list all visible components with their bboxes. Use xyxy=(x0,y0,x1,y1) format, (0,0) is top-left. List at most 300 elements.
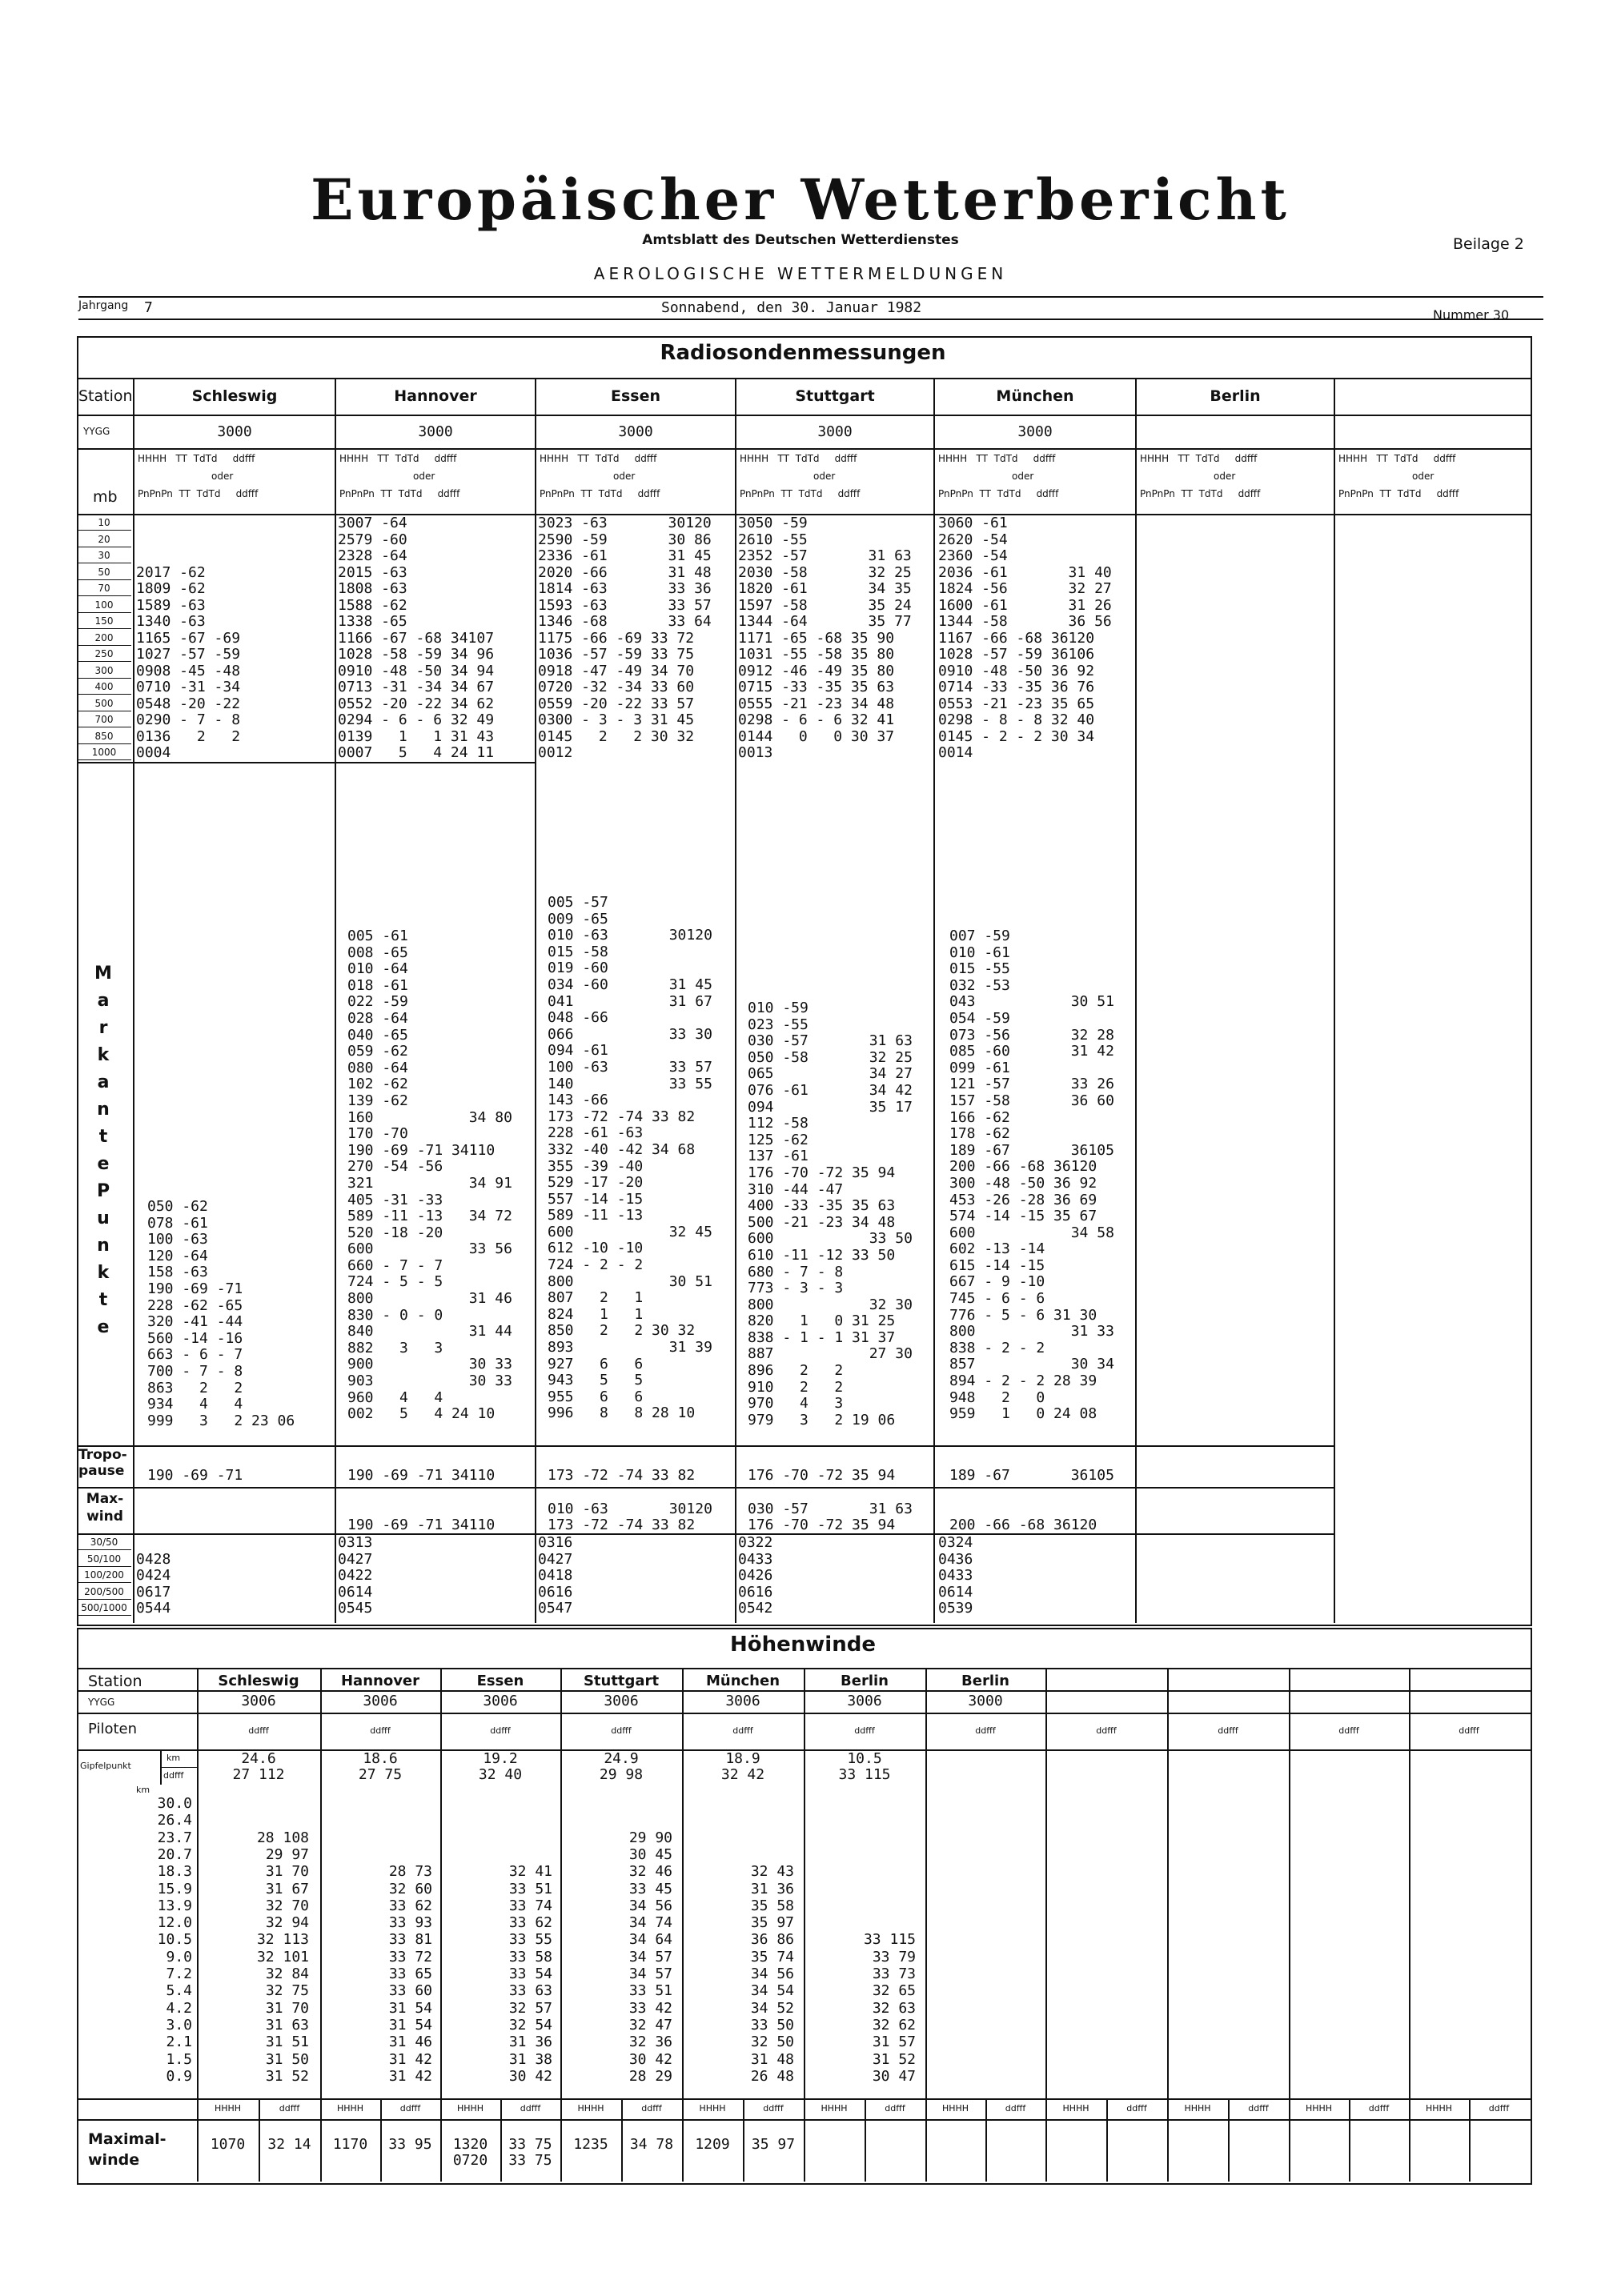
markante-letter: a xyxy=(97,1072,110,1092)
gipfel-km: 18.6 xyxy=(363,1750,398,1767)
mark-row: 999 3 2 23 06 xyxy=(147,1412,295,1429)
mark-row: 724 - 5 - 5 xyxy=(347,1273,443,1291)
winds-title: Höhenwinde xyxy=(730,1633,876,1657)
station-hannover: Hannover xyxy=(394,387,477,405)
std-row: 1028 -58 -59 34 96 xyxy=(338,646,495,663)
thickness-row: 0313 xyxy=(338,1534,373,1551)
mark-row: 005 -57 xyxy=(548,894,608,911)
mark-row: 300 -48 -50 36 92 xyxy=(949,1174,1097,1192)
pressure-level: 70 xyxy=(77,581,131,596)
thick-hannover xyxy=(338,1535,372,1617)
mark-row: 085 -60 31 42 xyxy=(949,1043,1114,1060)
thickness-row: 0539 xyxy=(938,1600,973,1617)
mark-row: 820 1 0 31 25 xyxy=(748,1312,896,1330)
wind-value: 33 73 xyxy=(872,1965,916,1982)
station-schleswig: Schleswig xyxy=(191,387,278,405)
mark-row: 500 -21 -23 34 48 xyxy=(748,1213,896,1231)
wind-value: 35 58 xyxy=(750,1897,794,1914)
std-row: 1588 -62 xyxy=(338,596,407,614)
wind-station: Berlin xyxy=(961,1673,1009,1689)
max-ddfff-head: ddfff xyxy=(399,2103,421,2114)
gipfel-ddfff-label: ddfff xyxy=(163,1770,184,1781)
mark-row: 773 - 3 - 3 xyxy=(748,1280,844,1297)
mark-row: 600 33 56 xyxy=(347,1240,512,1258)
mark-row: 955 6 6 xyxy=(548,1388,644,1405)
height-km: 15.9 xyxy=(157,1880,192,1897)
mark-row: 574 -14 -15 35 67 xyxy=(949,1208,1097,1225)
mark-row: 600 33 50 xyxy=(748,1230,913,1248)
mb-label: mb xyxy=(93,488,118,506)
max-ddfff: 32 14 xyxy=(267,2136,311,2153)
mark-row: 934 4 4 xyxy=(147,1396,243,1413)
wind-yygg: 3006 xyxy=(725,1693,760,1709)
mark-row: 160 34 80 xyxy=(347,1108,512,1126)
mark-row: 034 -60 31 45 xyxy=(548,976,712,993)
wind-value: 34 64 xyxy=(628,1931,672,1949)
wind-ddfff-head: ddfff xyxy=(1218,1725,1238,1736)
mark-row: 680 - 7 - 8 xyxy=(748,1263,844,1280)
max-hhhh: 1170 xyxy=(332,2136,368,2153)
mark-row: 520 -18 -20 xyxy=(347,1224,443,1241)
mark-row: 838 - 2 - 2 xyxy=(949,1339,1045,1356)
yygg-muenchen: 3000 xyxy=(1017,423,1053,440)
wind-value: 33 79 xyxy=(872,1948,916,1965)
wind-yygg: 3006 xyxy=(604,1693,639,1709)
std-row: 1036 -57 -59 33 75 xyxy=(538,646,695,663)
wind-value: 28 73 xyxy=(388,1863,432,1881)
mark-row: 887 27 30 xyxy=(748,1345,913,1363)
wind-value: 33 65 xyxy=(388,1965,432,1982)
mark-row: 059 -62 xyxy=(347,1043,408,1060)
jahrgang-value: 7 xyxy=(144,299,153,316)
markante-letter: P xyxy=(96,1181,110,1201)
max-ddfff-head: ddfff xyxy=(1368,2103,1390,2114)
pressure-level: 850 xyxy=(77,729,131,744)
max-hhhh-head: HHHH xyxy=(941,2103,969,2114)
std-row: 1175 -66 -69 33 72 xyxy=(538,629,695,647)
std-row: 2328 -64 xyxy=(338,547,407,564)
std-row: 2579 -60 xyxy=(338,531,407,548)
wind-value: 31 46 xyxy=(388,2034,432,2051)
std-row xyxy=(136,515,240,532)
pressure-level: 30 xyxy=(77,548,131,563)
yygg-stuttgart: 3000 xyxy=(817,423,853,440)
std-essen xyxy=(538,515,712,762)
mark-row: 970 4 3 xyxy=(748,1395,844,1412)
maxwind-stuttgart-1: 030 -57 31 63 xyxy=(748,1501,913,1517)
wind-value: 28 29 xyxy=(628,2067,672,2085)
wind-value: 30 47 xyxy=(872,2067,916,2085)
mark-row: 005 -61 xyxy=(347,928,408,944)
mark-row: 050 -62 xyxy=(147,1198,208,1215)
mark-row: 857 30 34 xyxy=(949,1356,1114,1373)
maxwind-muenchen: 200 -66 -68 36120 xyxy=(949,1517,1097,1533)
max-hhhh: 1320 xyxy=(452,2136,488,2153)
thick-essen xyxy=(538,1535,572,1617)
std-row: 0559 -20 -22 33 57 xyxy=(538,695,695,712)
col-head-bottom: PnPnPn TT TdTd ddfff xyxy=(938,488,1059,499)
mark-row: 800 31 33 xyxy=(949,1323,1114,1340)
mark-row: 948 2 0 xyxy=(949,1388,1045,1406)
mark-row: 600 32 45 xyxy=(548,1223,712,1240)
thickness-row: 0616 xyxy=(738,1583,773,1601)
pressure-level: 300 xyxy=(77,663,131,679)
markante-letter: k xyxy=(97,1263,110,1283)
wind-station: Hannover xyxy=(340,1673,420,1689)
wind-value: 33 60 xyxy=(388,1982,432,2000)
thickness-label: 100/200 xyxy=(77,1568,131,1583)
height-km: 1.5 xyxy=(166,2050,192,2068)
std-row: 0908 -45 -48 xyxy=(136,662,241,679)
max-hhhh-head: HHHH xyxy=(1184,2103,1211,2114)
mark-row: 610 -11 -12 33 50 xyxy=(748,1246,896,1264)
std-row: 0012 xyxy=(538,744,573,761)
mark-row: 023 -55 xyxy=(748,1016,809,1033)
mark-row: 140 33 55 xyxy=(548,1075,712,1092)
col-head-bottom: PnPnPn TT TdTd ddfff xyxy=(540,488,660,499)
max-ddfff-head: ddfff xyxy=(641,2103,662,2114)
std-row: 2336 -61 31 45 xyxy=(538,547,712,564)
mark-row: 863 2 2 xyxy=(147,1379,243,1396)
mark-hannover xyxy=(347,928,512,1423)
wind-value: 32 47 xyxy=(628,2016,672,2034)
markante-letter: n xyxy=(97,1236,110,1256)
maxwind-essen-1: 010 -63 30120 xyxy=(548,1501,712,1517)
mark-row: 894 - 2 - 2 28 39 xyxy=(949,1372,1097,1390)
wind-value: 33 62 xyxy=(508,1914,552,1932)
mark-row: 032 -53 xyxy=(949,976,1010,994)
max-hhhh-head: HHHH xyxy=(821,2103,848,2114)
std-row: 1340 -63 xyxy=(136,613,206,630)
std-row: 1028 -57 -59 36106 xyxy=(938,646,1095,663)
wind-value: 31 42 xyxy=(388,2050,432,2068)
mark-row: 010 -59 xyxy=(748,1000,809,1016)
wind-value: 31 67 xyxy=(265,1880,309,1897)
height-km: 4.2 xyxy=(166,1999,192,2017)
wind-station: Schleswig xyxy=(218,1673,299,1689)
thickness-row: 0545 xyxy=(338,1600,373,1617)
wind-value: 32 57 xyxy=(508,1999,552,2017)
page-title: Europäischer Wetterbericht xyxy=(311,166,1290,233)
mark-row: 076 -61 34 42 xyxy=(748,1081,913,1099)
col-divider xyxy=(1135,378,1137,1623)
height-km: 10.5 xyxy=(157,1931,192,1949)
beilage-label: Beilage 2 xyxy=(1453,235,1524,253)
wind-value: 33 72 xyxy=(388,1948,432,1965)
mark-row: 660 - 7 - 7 xyxy=(347,1256,443,1274)
wind-ddfff-head: ddfff xyxy=(248,1725,269,1736)
thick-muenchen xyxy=(938,1535,973,1617)
thickness-row xyxy=(136,1535,171,1552)
mark-row: 900 30 33 xyxy=(347,1356,512,1373)
mark-row: 882 3 3 xyxy=(347,1339,443,1356)
wind-yygg-label: YYGG xyxy=(88,1697,115,1708)
max-ddfff-head: ddfff xyxy=(763,2103,784,2114)
mark-row: 100 -63 33 57 xyxy=(548,1058,712,1076)
col-head-oder: oder xyxy=(1214,471,1236,482)
height-km: 2.1 xyxy=(166,2034,192,2051)
mark-row: 700 - 7 - 8 xyxy=(147,1362,243,1380)
markante-letter: k xyxy=(97,1045,110,1065)
std-row: 0136 2 2 xyxy=(136,727,241,745)
wind-station: Essen xyxy=(476,1673,524,1689)
markante-letter: n xyxy=(97,1100,110,1120)
thickness-row: 0433 xyxy=(938,1567,973,1584)
mark-row: 189 -67 36105 xyxy=(949,1141,1114,1159)
wind-ddfff-head: ddfff xyxy=(975,1725,996,1736)
col-head-bottom: PnPnPn TT TdTd ddfff xyxy=(1140,488,1261,499)
height-km: 23.7 xyxy=(157,1829,192,1846)
height-km: 20.7 xyxy=(157,1845,192,1863)
std-row: 2030 -58 32 25 xyxy=(738,563,912,581)
wind-yygg: 3006 xyxy=(363,1693,398,1709)
wind-value: 32 63 xyxy=(872,1999,916,2017)
thickness-row: 0322 xyxy=(738,1534,773,1551)
std-row: 0007 5 4 24 11 xyxy=(338,744,495,761)
rule xyxy=(160,1767,197,1768)
col-head-top: HHHH TT TdTd ddfff xyxy=(740,453,857,464)
mark-row: 529 -17 -20 xyxy=(548,1174,644,1192)
mark-row: 830 - 0 - 0 xyxy=(347,1306,443,1324)
mark-row: 200 -66 -68 36120 xyxy=(949,1158,1097,1176)
wind-value: 31 70 xyxy=(265,1999,309,2017)
wind-value: 33 50 xyxy=(750,2016,794,2034)
wind-value: 30 45 xyxy=(628,1845,672,1863)
trop-schleswig: 190 -69 -71 xyxy=(147,1467,243,1484)
std-row: 0294 - 6 - 6 32 49 xyxy=(338,711,495,728)
thickness-row: 0436 xyxy=(938,1550,973,1568)
max-ddfff-head: ddfff xyxy=(1126,2103,1147,2114)
std-row: 0918 -47 -49 34 70 xyxy=(538,662,695,679)
mark-row: 015 -55 xyxy=(949,960,1010,978)
mark-row: 176 -70 -72 35 94 xyxy=(748,1164,896,1181)
col-head-top: HHHH TT TdTd ddfff xyxy=(1140,453,1258,464)
thickness-row: 0544 xyxy=(136,1600,171,1617)
mark-row: 010 -63 30120 xyxy=(548,927,712,944)
header-rule-bottom xyxy=(78,319,1543,320)
wind-ddfff-head: ddfff xyxy=(732,1725,753,1736)
yygg-label: YYGG xyxy=(83,426,110,437)
wind-value: 34 57 xyxy=(628,1965,672,1982)
wind-station: Berlin xyxy=(841,1673,889,1689)
std-row: 0713 -31 -34 34 67 xyxy=(338,679,495,695)
max-hhhh: 1070 xyxy=(210,2136,246,2153)
std-row: 1344 -64 35 77 xyxy=(738,613,912,630)
std-row: 2620 -54 xyxy=(938,531,1008,548)
max-extra-hhhh: 0720 xyxy=(452,2152,488,2169)
mark-row: 080 -64 xyxy=(347,1059,408,1076)
wind-value: 31 70 xyxy=(265,1863,309,1881)
std-row: 0145 - 2 - 2 30 34 xyxy=(938,727,1095,745)
markante-letter: u xyxy=(97,1208,110,1228)
std-row: 1166 -67 -68 34107 xyxy=(338,629,495,647)
rule xyxy=(77,1487,1335,1489)
col-head-top: HHHH TT TdTd ddfff xyxy=(938,453,1056,464)
wind-value: 33 45 xyxy=(628,1880,672,1897)
mark-row: 910 2 2 xyxy=(748,1378,844,1396)
height-km: 3.0 xyxy=(166,2016,192,2034)
std-row: 3060 -61 xyxy=(938,515,1008,531)
mark-row: 979 3 2 19 06 xyxy=(748,1411,896,1428)
thickness-row: 0616 xyxy=(538,1583,573,1601)
std-row: 0298 - 6 - 6 32 41 xyxy=(738,711,895,728)
mark-essen xyxy=(548,895,712,1422)
max-hhhh: 1235 xyxy=(573,2136,608,2153)
mark-row: 663 - 6 - 7 xyxy=(147,1346,243,1364)
std-row: 1165 -67 -69 xyxy=(136,629,241,647)
markante-letter: r xyxy=(98,1018,108,1038)
mark-row: 190 -69 -71 34110 xyxy=(347,1141,496,1159)
mark-row: 139 -62 xyxy=(347,1092,408,1109)
rule xyxy=(77,1445,1335,1447)
rule xyxy=(77,762,535,763)
mark-row: 158 -63 xyxy=(147,1264,208,1281)
wind-value: 32 101 xyxy=(256,1948,309,1965)
mark-row: 405 -31 -33 xyxy=(347,1191,443,1208)
max-ddfff-head: ddfff xyxy=(1248,2103,1269,2114)
thickness-label: 200/500 xyxy=(77,1585,131,1600)
rule xyxy=(77,415,1531,416)
thickness-row: 0324 xyxy=(938,1534,973,1551)
std-row: 2590 -59 30 86 xyxy=(538,531,712,548)
markante-letter: e xyxy=(97,1317,110,1337)
wind-value: 35 74 xyxy=(750,1948,794,1965)
wind-value: 33 74 xyxy=(508,1897,552,1914)
max-hhhh-head: HHHH xyxy=(699,2103,726,2114)
mark-row: 840 31 44 xyxy=(347,1323,512,1340)
std-row: 2352 -57 31 63 xyxy=(738,547,912,564)
thickness-row: 0427 xyxy=(338,1550,373,1568)
wind-value: 35 97 xyxy=(750,1914,794,1932)
mark-row: 228 -61 -63 xyxy=(548,1124,644,1142)
mark-stuttgart xyxy=(748,1000,913,1428)
mark-row: 010 -64 xyxy=(347,960,408,978)
max-ddfff: 35 97 xyxy=(751,2136,796,2153)
wind-value: 32 84 xyxy=(265,1965,309,1982)
mark-row: 121 -57 33 26 xyxy=(949,1076,1114,1093)
wind-value: 29 97 xyxy=(265,1845,309,1863)
trop-muenchen: 189 -67 36105 xyxy=(949,1467,1114,1484)
mark-row: 040 -65 xyxy=(347,1026,408,1044)
mark-row: 028 -64 xyxy=(347,1009,408,1027)
mark-row: 400 -33 -35 35 63 xyxy=(748,1197,896,1215)
std-row: 0555 -21 -23 34 48 xyxy=(738,695,895,712)
mark-row: 094 -61 xyxy=(548,1042,608,1060)
mark-row: 041 31 67 xyxy=(548,992,712,1010)
rule xyxy=(77,378,1531,379)
mark-row: 173 -72 -74 33 82 xyxy=(548,1108,696,1125)
wind-station: München xyxy=(705,1673,780,1689)
mark-row: 170 -70 xyxy=(347,1125,408,1143)
std-row: 1814 -63 33 36 xyxy=(538,580,712,597)
mark-row: 166 -62 xyxy=(949,1108,1010,1126)
pressure-level: 10 xyxy=(77,515,131,531)
mark-row: 094 35 17 xyxy=(748,1098,913,1116)
mark-row: 824 1 1 xyxy=(548,1305,644,1323)
std-row: 0720 -32 -34 33 60 xyxy=(538,679,695,695)
mark-row: 078 -61 xyxy=(147,1214,208,1232)
gipfel-ddfff: 32 40 xyxy=(478,1766,523,1783)
col-divider xyxy=(1334,378,1335,1623)
height-km: 30.0 xyxy=(157,1795,192,1812)
col-divider xyxy=(335,378,336,1623)
wind-value: 31 36 xyxy=(750,1880,794,1897)
wind-value: 33 63 xyxy=(508,1982,552,2000)
gipfel-km: 24.9 xyxy=(604,1750,639,1767)
thickness-row: 0427 xyxy=(538,1550,573,1568)
wind-ddfff-head: ddfff xyxy=(1338,1725,1359,1736)
std-hannover xyxy=(338,515,494,762)
mark-row: 800 31 46 xyxy=(347,1290,512,1308)
std-row: 1167 -66 -68 36120 xyxy=(938,629,1095,647)
max-ddfff-head: ddfff xyxy=(1005,2103,1026,2114)
col-head-top: HHHH TT TdTd ddfff xyxy=(540,453,657,464)
max-ddfff-head: ddfff xyxy=(1488,2103,1510,2114)
wind-value: 33 54 xyxy=(508,1965,552,1982)
mark-muenchen xyxy=(949,928,1114,1423)
std-row: 1344 -58 36 56 xyxy=(938,613,1112,630)
col-head-top: HHHH TT TdTd ddfff xyxy=(339,453,457,464)
mark-row: 022 -59 xyxy=(347,993,408,1011)
std-row: 0014 xyxy=(938,744,973,761)
mark-row: 157 -58 36 60 xyxy=(949,1092,1114,1109)
markante-letter: t xyxy=(98,1127,108,1147)
std-schleswig xyxy=(136,515,240,762)
wind-value: 31 54 xyxy=(388,1999,432,2017)
tropopause-label: Tropo-pause xyxy=(78,1447,127,1479)
pressure-level: 1000 xyxy=(77,745,131,760)
mark-row: 228 -62 -65 xyxy=(147,1296,243,1314)
wind-value: 34 74 xyxy=(628,1914,672,1932)
wind-value: 33 62 xyxy=(388,1897,432,1914)
height-km: 7.2 xyxy=(166,1965,192,1982)
yygg-essen: 3000 xyxy=(618,423,653,440)
maxwind-label: Max-wind xyxy=(86,1491,124,1525)
wind-value: 33 51 xyxy=(508,1880,552,1897)
std-row: 0715 -33 -35 35 63 xyxy=(738,679,895,695)
wind-value: 30 42 xyxy=(628,2050,672,2068)
mark-row: 927 6 6 xyxy=(548,1355,644,1372)
std-row: 1171 -65 -68 35 90 xyxy=(738,629,895,647)
mark-row: 043 30 51 xyxy=(949,993,1114,1011)
wind-value: 32 43 xyxy=(750,1863,794,1881)
std-row xyxy=(136,548,240,565)
mark-row: 838 - 1 - 1 31 37 xyxy=(748,1328,896,1346)
std-row: 0144 0 0 30 37 xyxy=(738,727,895,745)
mark-row: 007 -59 xyxy=(949,928,1010,944)
rule xyxy=(77,448,1531,450)
station-berlin: Berlin xyxy=(1210,387,1261,405)
thickness-row: 0433 xyxy=(738,1550,773,1568)
wind-ddfff-head: ddfff xyxy=(370,1725,391,1736)
col-head-oder: oder xyxy=(1012,471,1034,482)
std-row: 0710 -31 -34 xyxy=(136,679,241,695)
trop-stuttgart: 176 -70 -72 35 94 xyxy=(748,1467,896,1484)
std-row: 0714 -33 -35 36 76 xyxy=(938,679,1095,695)
col-head-bottom: PnPnPn TT TdTd ddfff xyxy=(740,488,861,499)
wind-value: 31 57 xyxy=(872,2034,916,2051)
std-row: 0548 -20 -22 xyxy=(136,695,241,712)
mark-row: 073 -56 32 28 xyxy=(949,1026,1114,1044)
mark-row: 099 -61 xyxy=(949,1059,1010,1076)
height-km-label: km xyxy=(136,1785,150,1795)
std-row: 1346 -68 33 64 xyxy=(538,613,712,630)
maxwind-stuttgart-2: 176 -70 -72 35 94 xyxy=(748,1517,896,1533)
mark-row: 943 5 5 xyxy=(548,1372,644,1389)
height-km: 5.4 xyxy=(166,1982,192,2000)
col-divider xyxy=(933,378,935,1623)
thickness-label: 30/50 xyxy=(77,1535,131,1550)
